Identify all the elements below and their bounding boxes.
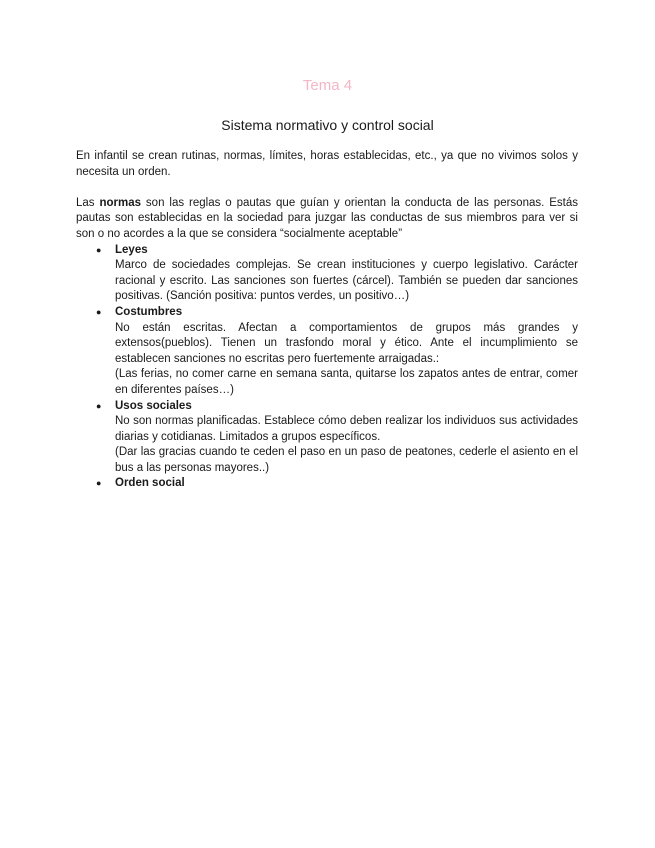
normas-paragraph <box>76 196 578 243</box>
bullet-icon: ● <box>96 478 102 489</box>
document-body <box>76 149 578 492</box>
list-item-text: No son normas planificadas. Establece cómo deben realizar los individuos sus actividades diarias y cotidianas. Limitados a grupos específicos. <box>115 415 578 443</box>
list-item-example: (Dar las gracias cuando te ceden el paso en un paso de peatones, cederle el asiento en el bus a las personas mayores..) <box>115 446 578 474</box>
list-item-costumbres <box>96 305 578 399</box>
list-item-text: Marco de sociedades complejas. Se crean instituciones y cuerpo legislativo. Carácter racional y escrito. Las sanciones son fuertes (cárcel). También se pueden dar sanciones positivas. (Sanción positiva: puntos verdes, un positivo…) <box>115 259 578 303</box>
list-item-example: (Las ferias, no comer carne en semana santa, quitarse los zapatos antes de entrar, comer en diferentes países…) <box>115 368 578 396</box>
bullet-icon: ● <box>96 306 102 317</box>
list-item-text: No están escritas. Afectan a comportamientos de grupos más grandes y extensos(pueblos). Tienen un trasfondo moral y ético. Ante el incumplimiento se establecen sanciones no escritas pero fuertemente arraigadas.: <box>115 321 578 365</box>
list-item-title: Costumbres <box>115 305 183 318</box>
normas-text-before: Las <box>76 196 100 209</box>
list-item-leyes <box>96 243 578 305</box>
document-subtitle: Sistema normativo y control social <box>221 117 434 133</box>
list-item-title: Leyes <box>115 243 148 256</box>
normas-bold-term: normas <box>99 196 142 209</box>
document-title: Tema 4 <box>302 77 353 94</box>
list-item-usos-sociales <box>96 399 578 477</box>
list-item-title: Orden social <box>115 477 185 490</box>
list-item-orden-social <box>96 476 578 492</box>
intro-paragraph: En infantil se crean rutinas, normas, límites, horas establecidas, etc., ya que no vivimos solos y necesita un orden. <box>76 150 578 178</box>
bullet-icon: ● <box>96 244 102 255</box>
list-item-title: Usos sociales <box>115 399 192 412</box>
normas-text-after: son las reglas o pautas que guían y orientan la conducta de las personas. Estás pautas son establecidas en la sociedad para juzgar las conductas de sus miembros para ver si son o no acordes a la que se considera “socialmente aceptable” <box>76 196 578 240</box>
bullet-icon: ● <box>96 400 102 411</box>
norms-list <box>76 243 578 493</box>
